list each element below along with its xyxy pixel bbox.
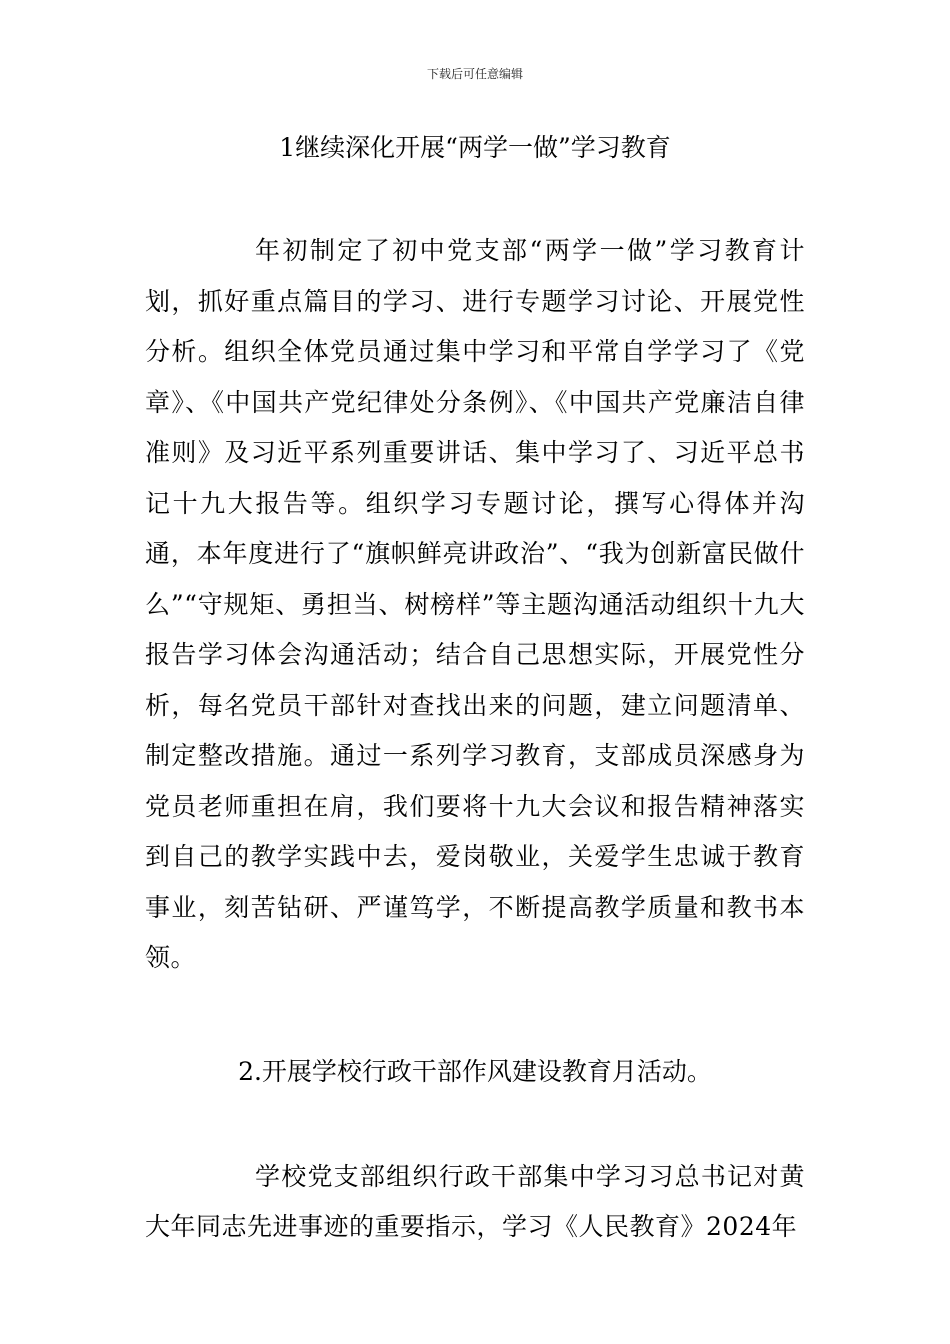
header-note: 下载后可任意编辑	[426, 67, 523, 81]
section-2-paragraph	[145, 1152, 805, 1253]
section-1-paragraph-text: 年初制定了初中党支部“两学一做”学习教育计划，抓好重点篇目的学习、进行专题学习讨论、开展党性分析。组织全体党员通过集中学习和平常自学学习了《党章》、《中国共产党纪律处分条例》、《中国共产党廉洁自律准则》及习近平系列重要讲话、集中学习了、习近平总书记十九大报告等。组织学习专题讨论，撰写心得体并沟通，本年度进行了“旗帜鲜亮讲政治”、“我为创新富民做什么”“守规矩、勇担当、树榜样”等主题沟通活动组织十九大报告学习体会沟通活动；结合自己思想实际，开展党性分析，每名党员干部针对查找出来的问题，建立问题清单、制定整改措施。通过一系列学习教育，支部成员深感身为党员老师重担在肩，我们要将十九大会议和报告精神落实到自己的教学实践中去，爱岗敬业，关爱学生忠诚于教育事业，刻苦钻研、严谨笃学，不断提高教学质量和教书本领。	[145, 236, 805, 972]
section-1-heading: 1继续深化开展“两学一做”学习教育	[279, 133, 671, 162]
section-1-paragraph	[145, 226, 805, 984]
section-2-paragraph-text: 学校党支部组织行政干部集中学习习总书记对黄大年同志先进事迹的重要指示，学习《人民教育》2024年	[145, 1161, 805, 1241]
document-body	[145, 128, 805, 1253]
section-2-heading: 2.开展学校行政干部作风建设教育月活动。	[238, 1056, 712, 1086]
